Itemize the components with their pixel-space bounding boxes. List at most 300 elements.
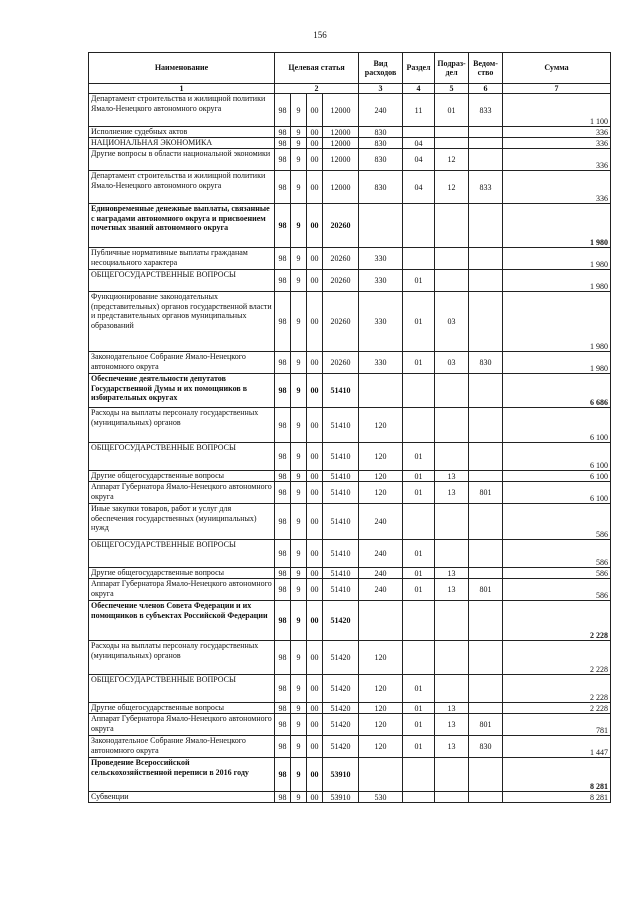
cell-expense-type: 830	[359, 149, 403, 171]
cell-target-part-3: 00	[307, 149, 323, 171]
cell-subsection: 13	[435, 736, 469, 758]
cell-section	[403, 758, 435, 792]
cell-amount: 6 100	[503, 408, 611, 443]
colnum-1: 1	[89, 84, 275, 94]
cell-row-name: Другие общегосударственные вопросы	[89, 471, 275, 482]
cell-target-part-4: 51420	[323, 641, 359, 675]
cell-section	[403, 792, 435, 803]
cell-subsection	[435, 675, 469, 703]
cell-target-part-2: 9	[291, 601, 307, 641]
header-target-article: Целевая статья	[275, 53, 359, 84]
cell-target-part-3: 00	[307, 601, 323, 641]
cell-section	[403, 641, 435, 675]
cell-section	[403, 601, 435, 641]
cell-amount: 2 228	[503, 601, 611, 641]
cell-subsection	[435, 504, 469, 540]
cell-section	[403, 408, 435, 443]
cell-target-part-1: 98	[275, 443, 291, 471]
cell-amount: 336	[503, 171, 611, 204]
cell-department: 801	[469, 579, 503, 601]
cell-row-name: Аппарат Губернатора Ямало-Ненецкого автономного округа	[89, 579, 275, 601]
table-row	[89, 352, 611, 374]
colnum-6: 6	[469, 84, 503, 94]
cell-target-part-4: 12000	[323, 94, 359, 127]
cell-target-part-1: 98	[275, 714, 291, 736]
page-number: 156	[313, 30, 327, 40]
table-row	[89, 443, 611, 471]
cell-amount: 2 228	[503, 641, 611, 675]
cell-target-part-1: 98	[275, 792, 291, 803]
cell-amount: 6 100	[503, 443, 611, 471]
cell-department	[469, 675, 503, 703]
cell-target-part-1: 98	[275, 504, 291, 540]
cell-department	[469, 149, 503, 171]
cell-target-part-2: 9	[291, 714, 307, 736]
cell-target-part-4: 51420	[323, 703, 359, 714]
cell-target-part-3: 00	[307, 138, 323, 149]
colnum-5: 5	[435, 84, 469, 94]
cell-target-part-2: 9	[291, 149, 307, 171]
cell-target-part-4: 51410	[323, 568, 359, 579]
cell-amount: 8 281	[503, 758, 611, 792]
cell-amount: 8 281	[503, 792, 611, 803]
budget-table	[88, 52, 611, 803]
cell-amount: 1 980	[503, 248, 611, 270]
cell-amount: 6 100	[503, 471, 611, 482]
table-row	[89, 675, 611, 703]
cell-section: 01	[403, 714, 435, 736]
cell-target-part-1: 98	[275, 579, 291, 601]
cell-row-name: Расходы на выплаты персоналу государственных (муниципальных) органов	[89, 641, 275, 675]
cell-section: 04	[403, 149, 435, 171]
cell-subsection: 13	[435, 568, 469, 579]
cell-target-part-4: 20260	[323, 248, 359, 270]
cell-row-name: Другие вопросы в области национальной экономики	[89, 149, 275, 171]
cell-target-part-1: 98	[275, 374, 291, 408]
cell-target-part-1: 98	[275, 270, 291, 292]
cell-target-part-2: 9	[291, 248, 307, 270]
header-department: Ведом-ство	[469, 53, 503, 84]
cell-target-part-2: 9	[291, 94, 307, 127]
cell-department	[469, 641, 503, 675]
cell-section	[403, 204, 435, 248]
cell-subsection	[435, 601, 469, 641]
cell-expense-type: 120	[359, 443, 403, 471]
cell-subsection	[435, 540, 469, 568]
table-row	[89, 138, 611, 149]
cell-expense-type: 120	[359, 408, 403, 443]
cell-target-part-2: 9	[291, 408, 307, 443]
cell-department	[469, 504, 503, 540]
table-row	[89, 601, 611, 641]
cell-target-part-4: 20260	[323, 204, 359, 248]
cell-target-part-1: 98	[275, 641, 291, 675]
cell-department	[469, 127, 503, 138]
cell-row-name: Функционирование законодательных (представительных) органов государственной власти и представительных органов муниципальных образований	[89, 292, 275, 352]
cell-amount: 2 228	[503, 703, 611, 714]
cell-amount: 1 980	[503, 352, 611, 374]
cell-target-part-2: 9	[291, 204, 307, 248]
cell-target-part-2: 9	[291, 127, 307, 138]
cell-subsection: 13	[435, 471, 469, 482]
cell-target-part-4: 51410	[323, 374, 359, 408]
cell-target-part-3: 00	[307, 204, 323, 248]
table-row	[89, 714, 611, 736]
cell-target-part-2: 9	[291, 138, 307, 149]
cell-section: 04	[403, 138, 435, 149]
cell-department: 833	[469, 94, 503, 127]
cell-target-part-2: 9	[291, 579, 307, 601]
cell-target-part-2: 9	[291, 292, 307, 352]
cell-expense-type	[359, 204, 403, 248]
cell-target-part-1: 98	[275, 408, 291, 443]
cell-section	[403, 127, 435, 138]
cell-row-name: Законодательное Собрание Ямало-Ненецкого автономного округа	[89, 352, 275, 374]
cell-department	[469, 443, 503, 471]
cell-target-part-4: 51420	[323, 601, 359, 641]
cell-expense-type: 330	[359, 248, 403, 270]
cell-amount: 781	[503, 714, 611, 736]
header-expense-type: Вид расходов	[359, 53, 403, 84]
cell-amount: 2 228	[503, 675, 611, 703]
table-row	[89, 127, 611, 138]
cell-expense-type: 120	[359, 641, 403, 675]
cell-target-part-4: 12000	[323, 149, 359, 171]
cell-expense-type: 830	[359, 138, 403, 149]
cell-target-part-3: 00	[307, 443, 323, 471]
cell-target-part-1: 98	[275, 568, 291, 579]
cell-target-part-2: 9	[291, 736, 307, 758]
cell-department: 801	[469, 714, 503, 736]
cell-department	[469, 408, 503, 443]
cell-department: 801	[469, 482, 503, 504]
cell-subsection: 13	[435, 482, 469, 504]
cell-target-part-3: 00	[307, 714, 323, 736]
cell-expense-type: 240	[359, 504, 403, 540]
cell-amount: 586	[503, 568, 611, 579]
cell-target-part-1: 98	[275, 540, 291, 568]
cell-expense-type: 240	[359, 540, 403, 568]
cell-subsection	[435, 374, 469, 408]
cell-subsection: 03	[435, 352, 469, 374]
cell-target-part-3: 00	[307, 792, 323, 803]
cell-target-part-1: 98	[275, 138, 291, 149]
cell-target-part-1: 98	[275, 758, 291, 792]
cell-target-part-3: 00	[307, 408, 323, 443]
cell-department: 830	[469, 736, 503, 758]
cell-target-part-2: 9	[291, 703, 307, 714]
cell-target-part-3: 00	[307, 482, 323, 504]
cell-expense-type: 240	[359, 94, 403, 127]
cell-target-part-1: 98	[275, 171, 291, 204]
cell-expense-type: 120	[359, 714, 403, 736]
table-row	[89, 149, 611, 171]
cell-department	[469, 703, 503, 714]
cell-target-part-2: 9	[291, 270, 307, 292]
cell-amount: 336	[503, 138, 611, 149]
cell-target-part-3: 00	[307, 171, 323, 204]
table-row	[89, 540, 611, 568]
cell-target-part-1: 98	[275, 127, 291, 138]
table-row	[89, 374, 611, 408]
table-row	[89, 171, 611, 204]
table-row	[89, 204, 611, 248]
cell-department: 833	[469, 171, 503, 204]
cell-target-part-2: 9	[291, 471, 307, 482]
cell-subsection	[435, 270, 469, 292]
cell-expense-type: 240	[359, 579, 403, 601]
cell-target-part-3: 00	[307, 675, 323, 703]
cell-target-part-3: 00	[307, 504, 323, 540]
cell-target-part-3: 00	[307, 758, 323, 792]
cell-amount: 6 686	[503, 374, 611, 408]
cell-row-name: Субвенции	[89, 792, 275, 803]
cell-expense-type: 330	[359, 292, 403, 352]
cell-target-part-2: 9	[291, 482, 307, 504]
cell-expense-type: 830	[359, 171, 403, 204]
cell-target-part-4: 53910	[323, 792, 359, 803]
cell-row-name: Департамент строительства и жилищной политики Ямало-Ненецкого автономного округа	[89, 94, 275, 127]
cell-row-name: ОБЩЕГОСУДАРСТВЕННЫЕ ВОПРОСЫ	[89, 675, 275, 703]
colnum-2: 2	[275, 84, 359, 94]
cell-target-part-4: 51410	[323, 443, 359, 471]
cell-target-part-1: 98	[275, 94, 291, 127]
cell-target-part-3: 00	[307, 471, 323, 482]
cell-section: 01	[403, 703, 435, 714]
cell-target-part-4: 51420	[323, 675, 359, 703]
cell-section: 01	[403, 675, 435, 703]
table-row	[89, 792, 611, 803]
cell-target-part-3: 00	[307, 703, 323, 714]
cell-target-part-1: 98	[275, 482, 291, 504]
cell-target-part-3: 00	[307, 352, 323, 374]
cell-subsection	[435, 758, 469, 792]
cell-subsection: 13	[435, 714, 469, 736]
cell-target-part-2: 9	[291, 758, 307, 792]
cell-target-part-4: 20260	[323, 352, 359, 374]
cell-target-part-4: 51410	[323, 471, 359, 482]
table-row	[89, 703, 611, 714]
cell-expense-type: 330	[359, 270, 403, 292]
cell-department	[469, 540, 503, 568]
cell-subsection	[435, 204, 469, 248]
cell-department	[469, 471, 503, 482]
cell-target-part-1: 98	[275, 471, 291, 482]
cell-target-part-2: 9	[291, 540, 307, 568]
cell-section: 01	[403, 270, 435, 292]
table-row	[89, 568, 611, 579]
cell-section: 01	[403, 568, 435, 579]
cell-amount: 336	[503, 149, 611, 171]
cell-target-part-3: 00	[307, 127, 323, 138]
colnum-4: 4	[403, 84, 435, 94]
cell-expense-type: 120	[359, 675, 403, 703]
cell-target-part-1: 98	[275, 204, 291, 248]
cell-row-name: ОБЩЕГОСУДАРСТВЕННЫЕ ВОПРОСЫ	[89, 443, 275, 471]
table-body	[89, 94, 611, 803]
cell-section: 01	[403, 471, 435, 482]
cell-row-name: Аппарат Губернатора Ямало-Ненецкого автономного округа	[89, 482, 275, 504]
cell-target-part-1: 98	[275, 292, 291, 352]
cell-subsection	[435, 443, 469, 471]
table-row	[89, 408, 611, 443]
cell-row-name: Аппарат Губернатора Ямало-Ненецкого автономного округа	[89, 714, 275, 736]
cell-subsection	[435, 248, 469, 270]
cell-amount: 1 980	[503, 292, 611, 352]
cell-expense-type: 830	[359, 127, 403, 138]
cell-section: 11	[403, 94, 435, 127]
cell-expense-type: 120	[359, 736, 403, 758]
table-row	[89, 292, 611, 352]
cell-target-part-2: 9	[291, 641, 307, 675]
cell-section: 04	[403, 171, 435, 204]
cell-target-part-3: 00	[307, 579, 323, 601]
cell-row-name: Исполнение судебных актов	[89, 127, 275, 138]
cell-department	[469, 292, 503, 352]
header-subsection: Подраз-дел	[435, 53, 469, 84]
cell-amount: 586	[503, 504, 611, 540]
cell-amount: 1 447	[503, 736, 611, 758]
cell-amount: 6 100	[503, 482, 611, 504]
cell-expense-type: 240	[359, 568, 403, 579]
cell-target-part-1: 98	[275, 149, 291, 171]
cell-subsection: 13	[435, 579, 469, 601]
cell-amount: 1 100	[503, 94, 611, 127]
cell-subsection	[435, 641, 469, 675]
cell-amount: 336	[503, 127, 611, 138]
cell-department	[469, 792, 503, 803]
cell-target-part-1: 98	[275, 352, 291, 374]
table-row	[89, 270, 611, 292]
cell-row-name: Другие общегосударственные вопросы	[89, 703, 275, 714]
cell-row-name: Расходы на выплаты персоналу государственных (муниципальных) органов	[89, 408, 275, 443]
cell-expense-type: 120	[359, 471, 403, 482]
table-row	[89, 504, 611, 540]
cell-section: 01	[403, 736, 435, 758]
table-row	[89, 482, 611, 504]
cell-target-part-4: 12000	[323, 138, 359, 149]
cell-row-name: Единовременные денежные выплаты, связанные с наградами автономного округа и присвоением почетных званий автономного округа	[89, 204, 275, 248]
cell-department	[469, 248, 503, 270]
cell-row-name: НАЦИОНАЛЬНАЯ ЭКОНОМИКА	[89, 138, 275, 149]
header-amount: Сумма	[503, 53, 611, 84]
cell-target-part-2: 9	[291, 352, 307, 374]
cell-target-part-2: 9	[291, 568, 307, 579]
cell-row-name: Законодательное Собрание Ямало-Ненецкого автономного округа	[89, 736, 275, 758]
cell-section	[403, 374, 435, 408]
cell-subsection: 12	[435, 171, 469, 204]
cell-row-name: Департамент строительства и жилищной политики Ямало-Ненецкого автономного округа	[89, 171, 275, 204]
cell-row-name: ОБЩЕГОСУДАРСТВЕННЫЕ ВОПРОСЫ	[89, 540, 275, 568]
colnum-7: 7	[503, 84, 611, 94]
table-row	[89, 641, 611, 675]
cell-row-name: Обеспечение членов Совета Федерации и их помощников в субъектах Российской Федерации	[89, 601, 275, 641]
cell-subsection: 13	[435, 703, 469, 714]
cell-subsection	[435, 792, 469, 803]
cell-target-part-1: 98	[275, 248, 291, 270]
table-row	[89, 758, 611, 792]
cell-expense-type	[359, 758, 403, 792]
cell-amount: 586	[503, 579, 611, 601]
cell-section	[403, 248, 435, 270]
cell-department	[469, 601, 503, 641]
cell-row-name: Проведение Всероссийской сельскохозяйственной переписи в 2016 году	[89, 758, 275, 792]
cell-target-part-1: 98	[275, 601, 291, 641]
header-name: Наименование	[89, 53, 275, 84]
cell-target-part-3: 00	[307, 540, 323, 568]
cell-target-part-2: 9	[291, 792, 307, 803]
cell-department	[469, 270, 503, 292]
cell-amount: 1 980	[503, 270, 611, 292]
cell-row-name: Другие общегосударственные вопросы	[89, 568, 275, 579]
cell-department	[469, 374, 503, 408]
cell-subsection: 03	[435, 292, 469, 352]
cell-amount: 1 980	[503, 204, 611, 248]
table-row	[89, 248, 611, 270]
cell-department	[469, 568, 503, 579]
cell-target-part-4: 51420	[323, 714, 359, 736]
cell-target-part-4: 20260	[323, 270, 359, 292]
cell-target-part-4: 51410	[323, 504, 359, 540]
cell-target-part-4: 20260	[323, 292, 359, 352]
cell-target-part-2: 9	[291, 675, 307, 703]
cell-target-part-2: 9	[291, 443, 307, 471]
cell-target-part-2: 9	[291, 374, 307, 408]
cell-subsection	[435, 408, 469, 443]
cell-row-name: Иные закупки товаров, работ и услуг для обеспечения государственных (муниципальных) нужд	[89, 504, 275, 540]
cell-target-part-3: 00	[307, 292, 323, 352]
cell-target-part-3: 00	[307, 641, 323, 675]
cell-subsection	[435, 138, 469, 149]
cell-expense-type: 330	[359, 352, 403, 374]
cell-subsection	[435, 127, 469, 138]
cell-target-part-3: 00	[307, 94, 323, 127]
cell-department	[469, 138, 503, 149]
header-section: Раздел	[403, 53, 435, 84]
cell-row-name: ОБЩЕГОСУДАРСТВЕННЫЕ ВОПРОСЫ	[89, 270, 275, 292]
cell-target-part-3: 00	[307, 568, 323, 579]
cell-department	[469, 204, 503, 248]
cell-department: 830	[469, 352, 503, 374]
cell-section	[403, 504, 435, 540]
table-row	[89, 736, 611, 758]
cell-row-name: Публичные нормативные выплаты гражданам несоциального характера	[89, 248, 275, 270]
cell-target-part-4: 51410	[323, 482, 359, 504]
colnum-3: 3	[359, 84, 403, 94]
cell-target-part-4: 51420	[323, 736, 359, 758]
table-row	[89, 94, 611, 127]
cell-section: 01	[403, 579, 435, 601]
cell-expense-type	[359, 374, 403, 408]
cell-target-part-4: 53910	[323, 758, 359, 792]
cell-amount: 586	[503, 540, 611, 568]
cell-target-part-3: 00	[307, 248, 323, 270]
cell-section: 01	[403, 540, 435, 568]
cell-target-part-1: 98	[275, 703, 291, 714]
cell-section: 01	[403, 352, 435, 374]
cell-department	[469, 758, 503, 792]
table-row	[89, 579, 611, 601]
cell-target-part-4: 51410	[323, 540, 359, 568]
cell-subsection: 12	[435, 149, 469, 171]
cell-row-name: Обеспечение деятельности депутатов Государственной Думы и их помощников в избирательных округах	[89, 374, 275, 408]
cell-section: 01	[403, 443, 435, 471]
cell-subsection: 01	[435, 94, 469, 127]
cell-target-part-4: 12000	[323, 171, 359, 204]
cell-target-part-2: 9	[291, 171, 307, 204]
cell-expense-type: 120	[359, 482, 403, 504]
cell-expense-type: 120	[359, 703, 403, 714]
